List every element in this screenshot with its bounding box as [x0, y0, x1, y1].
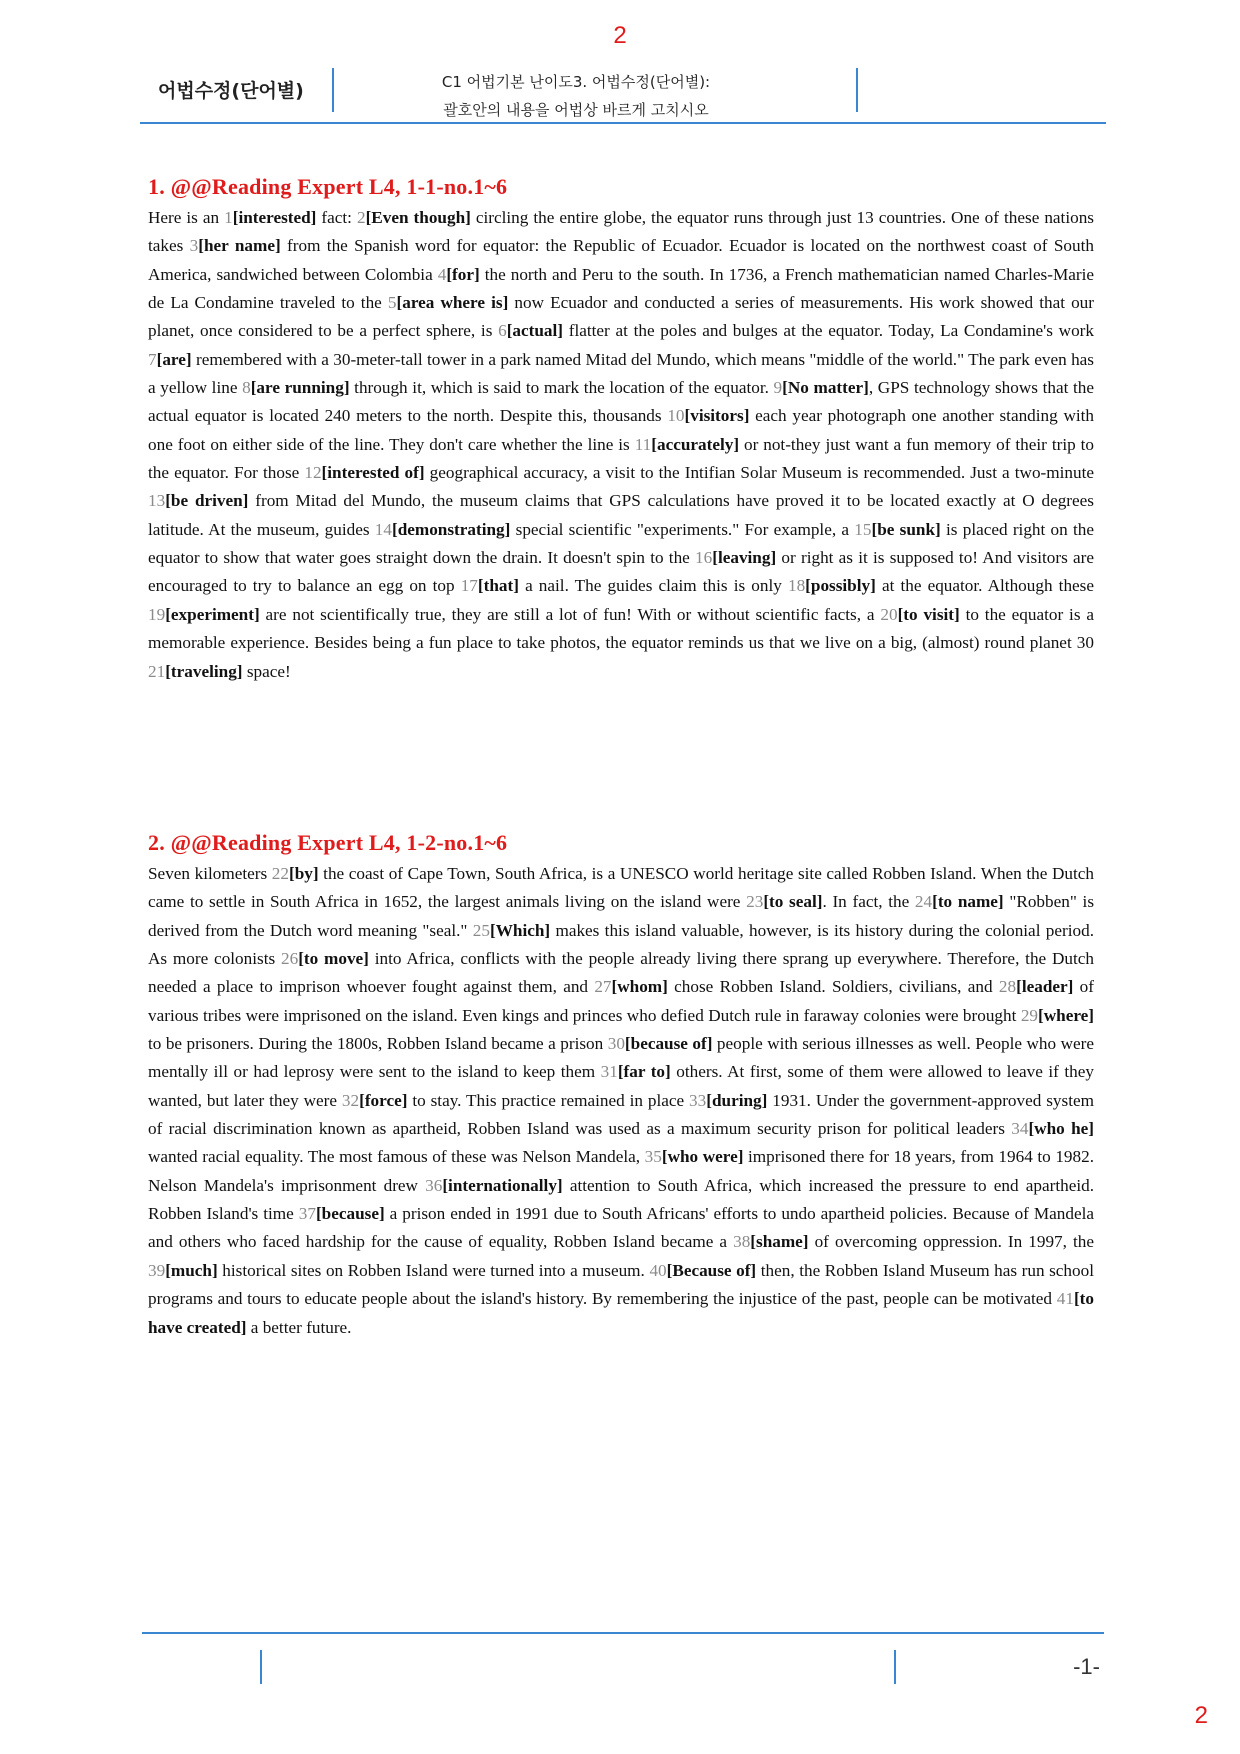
question-number: 11 — [634, 434, 652, 454]
bracket-answer: [accurately] — [651, 434, 740, 454]
question-number: 39 — [148, 1260, 166, 1280]
bracket-answer: [possibly] — [805, 576, 876, 596]
question-number: 24 — [914, 892, 933, 912]
bracket-answer: [experiment] — [165, 604, 260, 624]
passage-text: imprisoned there for 18 years, from 1964 to 1982. Nelson Mandela's imprisonment drew — [148, 1147, 1094, 1195]
question-number: 15 — [854, 519, 872, 539]
passage-text: or right as it is supposed to! And visitors are encouraged to try to balance an egg on top — [148, 548, 1094, 596]
passage-text: . In fact, the — [822, 892, 915, 912]
bracket-answer: [that] — [477, 576, 519, 596]
passage-text: makes this island valuable, however, is its history during the colonial period. As more colonists — [148, 920, 1094, 969]
question-number: 23 — [746, 892, 764, 912]
passage-text: historical sites on Robben Island were turned into a museum. — [217, 1260, 650, 1280]
bracket-answer: [be driven] — [165, 491, 249, 511]
question-number: 17 — [460, 576, 478, 596]
bracket-answer: [leaving] — [712, 548, 777, 568]
question-number: 34 — [1011, 1119, 1029, 1139]
question-number: 16 — [695, 548, 713, 568]
bracket-answer: [visitors] — [684, 406, 750, 426]
question-number: 40 — [649, 1260, 667, 1280]
passage-text: to be prisoners. During the 1800s, Robben Island became a prison — [148, 1034, 608, 1054]
bracket-answer: [whom] — [611, 977, 668, 997]
passage-text: Here is an — [148, 208, 225, 227]
question-number: 21 — [148, 661, 166, 681]
bracket-answer: [her name] — [198, 236, 281, 256]
bracket-answer: [for] — [446, 264, 480, 284]
bracket-answer: [shame] — [750, 1232, 809, 1252]
passage-text: to the equator is a memorable experience. Besides being a fun place to take photos, the equator reminds us that we live on a big, (almost) round planet 30 — [148, 604, 1094, 653]
bracket-answer: [much] — [165, 1260, 218, 1280]
passage-text: the north and Peru to the south. In 1736, a French mathematician named Charles-Marie de La Condamine traveled to the — [148, 264, 1095, 313]
bracket-answer: [traveling] — [165, 661, 243, 681]
header-divider-right — [856, 68, 858, 112]
question-number: 18 — [787, 576, 806, 596]
bracket-answer: [interested] — [232, 208, 317, 227]
passage-text: a prison ended in 1991 due to South Africans' efforts to undo apartheid policies. Because of Mandela and others who faced hardship for the cause of equality, Robben Island became a — [148, 1204, 1094, 1252]
exercise-section-2 — [148, 830, 1094, 1342]
bracket-answer: [Even though] — [365, 208, 471, 227]
bracket-answer: [actual] — [506, 321, 564, 341]
bracket-answer: [be sunk] — [871, 519, 941, 539]
footer-rule — [142, 1632, 1104, 1634]
bracket-answer: [are] — [156, 349, 192, 369]
passage-text: chose Robben Island. Soldiers, civilians, and — [667, 977, 999, 997]
question-number: 35 — [644, 1147, 662, 1167]
page-number-top: 2 — [613, 22, 627, 49]
question-number: 37 — [298, 1204, 316, 1224]
question-number: 27 — [594, 977, 612, 997]
section-title: 1. @@Reading Expert L4, 1-1-no.1~6 — [148, 174, 508, 199]
header-center-line1: C1 어법기본 난이도3. 어법수정(단어별): — [441, 73, 711, 91]
passage-text: a nail. The guides claim this is only — [518, 576, 788, 596]
passage-text: each year photograph one another standing with one foot on either side of the line. They don't care whether the line is — [148, 406, 1095, 454]
bracket-answer: [are running] — [250, 378, 350, 398]
bracket-answer: [by] — [288, 864, 319, 883]
bracket-answer: [during] — [706, 1090, 768, 1110]
footer-page-label: -1- — [1073, 1654, 1100, 1679]
page-header — [140, 66, 1106, 124]
question-number: 5 — [387, 293, 397, 313]
question-number: 38 — [733, 1232, 751, 1252]
bracket-answer: [where] — [1038, 1005, 1094, 1025]
passage-text: at the equator. Although these — [875, 576, 1094, 596]
bracket-answer: [who were] — [661, 1147, 744, 1167]
passage-text: geographical accuracy, a visit to the Intifian Solar Museum is recommended. Just a two-minute — [424, 463, 1094, 483]
question-number: 6 — [498, 321, 507, 341]
bracket-answer: [No matter] — [782, 378, 869, 398]
question-number: 36 — [425, 1175, 443, 1195]
question-number: 14 — [374, 519, 392, 539]
passage-text: then, the Robben Island Museum has run school programs and tours to educate people about the island's history. By remembering the injustice of the past, people can be motivated — [148, 1260, 1094, 1309]
passage-text: now Ecuador and conducted a series of measurements. His work showed that our planet, once considered to be a perfect sphere, is — [148, 293, 1094, 341]
passage-text: fact: — [316, 208, 357, 227]
footer-divider-left — [260, 1650, 262, 1684]
bracket-answer: [Because of] — [666, 1260, 757, 1280]
passage-text: attention to South Africa, which increased the pressure to end apartheid. Robben Island's time — [148, 1175, 1094, 1224]
question-number: 32 — [341, 1090, 360, 1110]
question-number: 19 — [148, 604, 166, 624]
passage-text: "Robben" is derived from the Dutch word meaning "seal." — [148, 892, 1095, 940]
question-number: 30 — [607, 1034, 625, 1054]
exercise-section-1 — [148, 174, 1094, 686]
bracket-answer: [to seal] — [763, 892, 823, 912]
passage-text: remembered with a 30-meter-tall tower in a park named Mitad del Mundo, which means "middle of the world." The park even has a yellow line — [148, 349, 1094, 398]
header-center — [326, 68, 826, 124]
question-number: 10 — [667, 406, 685, 426]
passage-text: space! — [242, 661, 291, 681]
passage-text: into Africa, conflicts with the people already living there sprang up everywhere. Therefore, the Dutch needed a place to imprison whoever fought against them, and — [148, 949, 1095, 997]
question-number: 13 — [148, 491, 166, 511]
passage-text: of overcoming oppression. In 1997, the — [808, 1232, 1094, 1252]
page-footer — [142, 1632, 1104, 1712]
question-number: 1 — [224, 208, 233, 227]
question-number: 29 — [1020, 1005, 1038, 1025]
bracket-answer: [force] — [359, 1090, 408, 1110]
question-number: 20 — [880, 604, 898, 624]
bracket-answer: [to have created] — [148, 1289, 1094, 1337]
bracket-answer: [area where is] — [396, 293, 509, 313]
header-center-line2: 괄호안의 내용을 어법상 바르게 고치시오 — [443, 101, 709, 119]
bracket-answer: [to visit] — [897, 604, 960, 624]
passage-text: through it, which is said to mark the location of the equator. — [349, 378, 774, 398]
question-number: 8 — [242, 378, 251, 398]
question-number: 28 — [998, 977, 1017, 997]
question-number: 4 — [437, 264, 447, 284]
passage-text: are not scientifically true, they are still a lot of fun! With or without scientific facts, a — [259, 604, 881, 624]
header-rule — [140, 122, 1106, 124]
bracket-answer: [because of] — [624, 1034, 713, 1054]
question-number: 31 — [600, 1062, 618, 1082]
passage-text: wanted racial equality. The most famous of these was Nelson Mandela, — [148, 1147, 645, 1167]
section-passage — [148, 860, 1094, 1342]
bracket-answer: [to move] — [298, 949, 369, 969]
passage-text: of various tribes were imprisoned on the island. Even kings and princes who defied Dutch rule in faraway colonies were brought — [148, 977, 1094, 1025]
bracket-answer: [internationally] — [442, 1175, 563, 1195]
bracket-answer: [to name] — [932, 892, 1004, 912]
footer-divider-right — [894, 1650, 896, 1684]
bracket-answer: [demonstrating] — [391, 519, 511, 539]
passage-text: a better future. — [246, 1317, 352, 1337]
bracket-answer: [because] — [315, 1204, 385, 1224]
question-number: 41 — [1056, 1289, 1074, 1309]
section-passage — [148, 204, 1094, 686]
question-number: 33 — [689, 1090, 707, 1110]
question-number: 22 — [271, 864, 289, 883]
passage-text: to stay. This practice remained in place — [407, 1090, 690, 1110]
bracket-answer: [who he] — [1028, 1119, 1094, 1139]
bracket-answer: [far to] — [617, 1062, 671, 1082]
passage-text: others. At first, some of them were allowed to leave if they wanted, but later they were — [148, 1062, 1094, 1110]
passage-text: special scientific "experiments." For example, a — [510, 519, 855, 539]
question-number: 12 — [304, 463, 322, 483]
bracket-answer: [leader] — [1016, 977, 1074, 997]
passage-text: the coast of Cape Town, South Africa, is a UNESCO world heritage site called Robben Island. When the Dutch came to settle in South Africa in 1652, the largest animals living on the island were — [148, 864, 1094, 912]
page-number-bottom: 2 — [1194, 1702, 1208, 1729]
question-number: 2 — [356, 208, 366, 227]
passage-text: or not-they just want a fun memory of their trip to the equator. For those — [148, 434, 1094, 483]
question-number: 25 — [472, 920, 490, 940]
question-number: 26 — [281, 949, 299, 969]
passage-text: people with serious illnesses as well. People who were mentally ill or had leprosy were sent to the island to keep them — [148, 1034, 1094, 1082]
bracket-answer: [interested of] — [321, 463, 425, 483]
question-number: 9 — [773, 378, 783, 398]
passage-text: Seven kilometers — [148, 864, 272, 883]
passage-text: from Mitad del Mundo, the museum claims that GPS calculations have proved it to be located exactly at O degrees latitude. At the museum, guides — [148, 491, 1094, 539]
question-number: 3 — [189, 236, 199, 256]
passage-text: circling the entire globe, the equator runs through just 13 countries. One of these nations takes — [148, 208, 1094, 256]
bracket-answer: [Which] — [489, 920, 551, 940]
passage-text: from the Spanish word for equator: the Republic of Ecuador. Ecuador is located on the northwest coast of South America, sandwiched between Colombia — [148, 236, 1094, 284]
question-number: 7 — [148, 349, 157, 369]
header-left-title: 어법수정(단어별) — [158, 80, 304, 102]
section-title: 2. @@Reading Expert L4, 1-2-no.1~6 — [148, 830, 508, 855]
passage-text: flatter at the poles and bulges at the equator. Today, La Condamine's work — [563, 321, 1094, 341]
passage-text: 1931. Under the government-approved system of racial discrimination known as apartheid, Robben Island was used as a maximum security prison for political leaders — [148, 1090, 1094, 1139]
passage-text: , GPS technology shows that the actual equator is located 240 meters to the north. Despite this, thousands — [148, 378, 1094, 426]
passage-text: is placed right on the equator to show that water goes straight down the drain. It doesn't spin to the — [148, 519, 1094, 568]
